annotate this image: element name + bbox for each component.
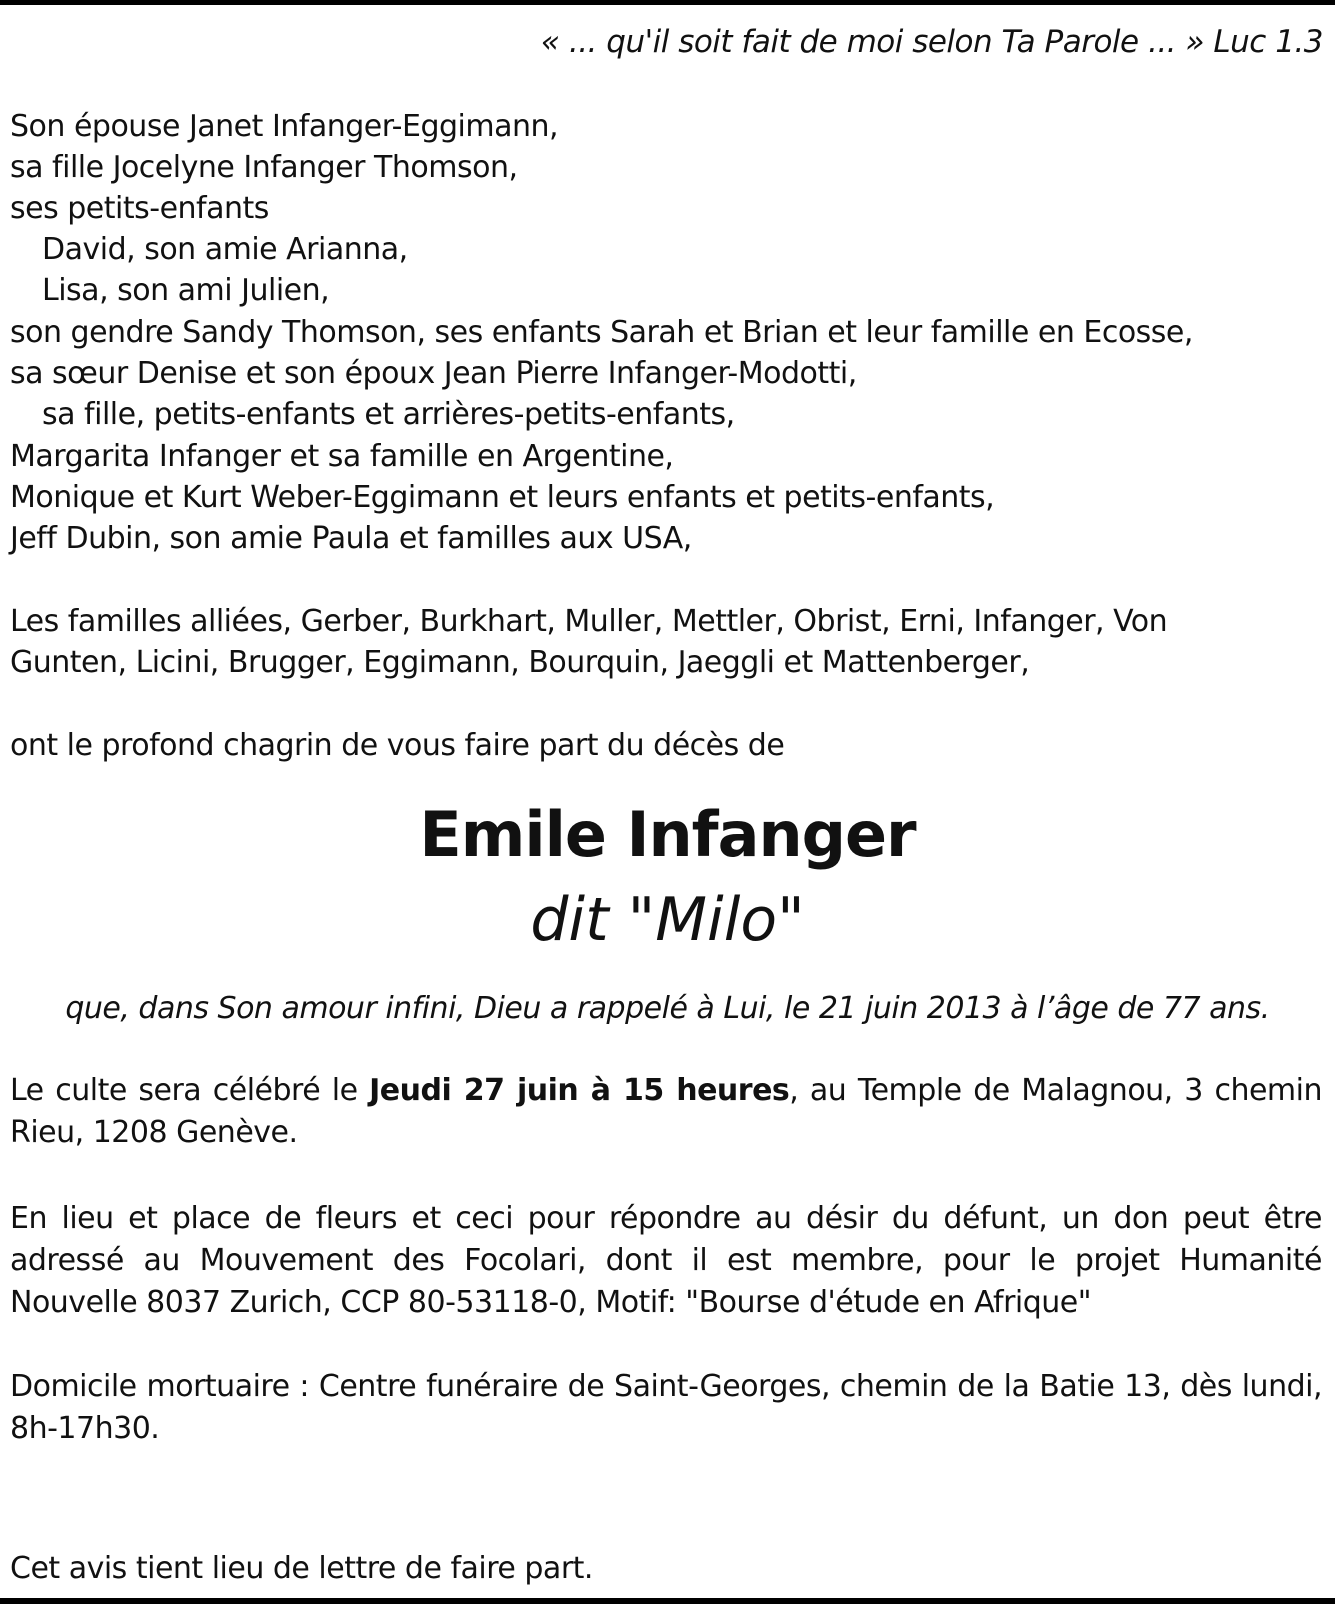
epigraph-quote: « ... qu'il soit fait de moi selon Ta Parole ... » Luc 1.3 xyxy=(540,24,1323,60)
top-border-rule xyxy=(0,0,1335,5)
family-line: Margarita Infanger et sa famille en Argentine, xyxy=(10,439,674,474)
service-suffix: , au Temple de Malagnou, 3 chemin Rieu, 1208 Genève. xyxy=(10,1073,1323,1150)
service-paragraph xyxy=(10,1070,1322,1154)
family-line: sa sœur Denise et son époux Jean Pierre Infanger-Modotti, xyxy=(10,356,857,391)
closing-note: Cet avis tient lieu de lettre de faire part. xyxy=(10,1551,593,1586)
family-line: David, son amie Arianna, xyxy=(42,232,408,267)
service-prefix: Le culte sera célébré le xyxy=(10,1073,370,1108)
family-line: Monique et Kurt Weber-Eggimann et leurs enfants et petits-enfants, xyxy=(10,480,995,515)
family-line: Son épouse Janet Infanger-Eggimann, xyxy=(10,109,559,144)
allied-families-line: Les familles alliées, Gerber, Burkhart, Muller, Mettler, Obrist, Erni, Infanger, Von xyxy=(10,604,1168,639)
mortuary-paragraph: Domicile mortuaire : Centre funéraire de Saint-Georges, chemin de la Batie 13, dès lundi, 8h-17h30. xyxy=(10,1369,1322,1446)
family-line: Jeff Dubin, son amie Paula et familles aux USA, xyxy=(10,521,692,556)
service-date-time: Jeudi 27 juin à 15 heures xyxy=(369,1073,790,1108)
passing-statement: que, dans Son amour infini, Dieu a rappelé à Lui, le 21 juin 2013 à l’âge de 77 ans. xyxy=(65,991,1270,1026)
deceased-name: Emile Infanger xyxy=(419,798,916,871)
allied-families-line: Gunten, Licini, Brugger, Eggimann, Bourquin, Jaeggli et Mattenberger, xyxy=(10,645,1030,680)
donation-paragraph: En lieu et place de fleurs et ceci pour répondre au désir du défunt, un don peut être adressé au Mouvement des Focolari, dont il est membre, pour le projet Humanité Nouvelle 8037 Zurich, CCP 80-53118-0, Motif: "Bourse d'étude en Afrique" xyxy=(10,1201,1322,1320)
family-line: son gendre Sandy Thomson, ses enfants Sarah et Brian et leur famille en Ecosse, xyxy=(10,315,1193,350)
announcement-text: ont le profond chagrin de vous faire part du décès de xyxy=(10,728,785,763)
family-line: sa fille Jocelyne Infanger Thomson, xyxy=(10,150,518,185)
bottom-border-rule xyxy=(0,1598,1335,1604)
family-line: ses petits-enfants xyxy=(10,191,269,226)
deceased-nickname: dit "Milo" xyxy=(530,885,805,955)
family-line: Lisa, son ami Julien, xyxy=(42,273,330,308)
family-line: sa fille, petits-enfants et arrières-petits-enfants, xyxy=(42,397,735,432)
